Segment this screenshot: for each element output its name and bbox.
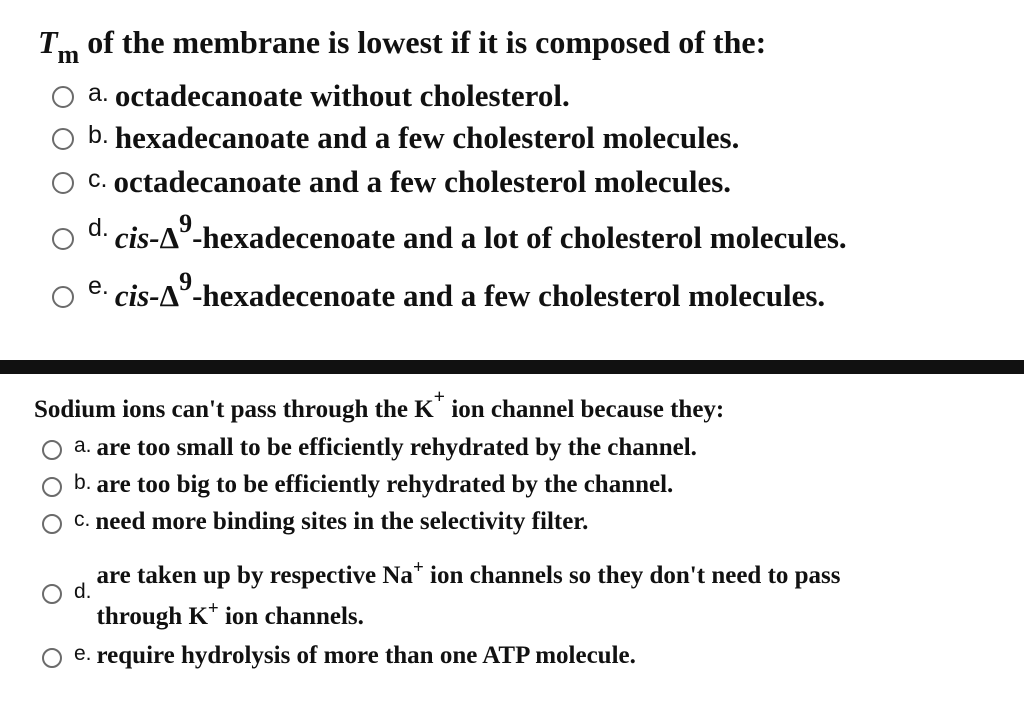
q2-option-d-radio[interactable] (42, 584, 62, 604)
q1-option-c-letter: c. (88, 165, 108, 193)
q1-option-e-superscript: 9 (179, 267, 193, 296)
question-2-stem-before: Sodium ions can't pass through the K (34, 396, 434, 423)
q1-option-d[interactable] (52, 209, 847, 256)
q1-option-d-text (114, 209, 847, 256)
q2-option-e-letter: e. (74, 642, 92, 665)
tm-subscript: m (57, 40, 80, 69)
question-2-stem (34, 386, 725, 424)
q1-option-e-prefix: cis- (114, 278, 160, 313)
q2-option-e-radio[interactable] (42, 648, 62, 668)
q1-option-e-letter: e. (88, 272, 109, 300)
q2-option-d-line-1-after: ion channels so they don't need to pass (423, 562, 841, 589)
q2-option-d-line-2 (97, 595, 841, 640)
q2-option-c-letter: c. (74, 508, 91, 531)
q1-option-c[interactable] (52, 164, 731, 200)
q2-option-a-radio[interactable] (42, 440, 62, 460)
q1-option-e-rest: -hexadecenoate and a few cholesterol molecules. (192, 278, 826, 313)
q2-option-d-line-2-before: through K (96, 603, 208, 630)
q1-option-a-radio[interactable] (52, 86, 74, 108)
q2-option-d-line-1-before: are taken up by respective Na (96, 562, 413, 589)
delta-symbol: Δ (159, 278, 180, 313)
q2-option-d[interactable] (42, 557, 841, 640)
tm-symbol: T (38, 24, 58, 60)
q2-option-c-radio[interactable] (42, 514, 62, 534)
q1-option-b-text: hexadecanoate and a few cholesterol molecules. (114, 120, 740, 155)
q1-option-d-superscript: 9 (179, 209, 193, 238)
q1-option-a-letter: a. (88, 79, 109, 107)
q1-option-e[interactable] (52, 267, 826, 314)
q1-option-d-rest: -hexadecenoate and a lot of cholesterol molecules. (192, 220, 847, 255)
q2-option-a[interactable] (42, 434, 697, 462)
q2-option-e[interactable] (42, 642, 636, 670)
q2-option-d-line-2-after: ion channels. (218, 603, 364, 630)
q2-option-b-text: are too big to be efficiently rehydrated by the channel. (96, 471, 674, 498)
q1-option-d-prefix: cis- (114, 220, 160, 255)
k-plus-superscript: + (207, 598, 219, 619)
question-1-stem (38, 24, 767, 69)
q2-option-a-letter: a. (74, 434, 92, 457)
q1-option-e-radio[interactable] (52, 286, 74, 308)
q2-option-a-text: are too small to be efficiently rehydrated by the channel. (96, 434, 697, 461)
k-plus-superscript: + (433, 386, 446, 408)
q2-option-b[interactable] (42, 471, 673, 499)
q1-option-b-letter: b. (88, 121, 109, 149)
q1-option-d-radio[interactable] (52, 228, 74, 250)
q1-option-b-radio[interactable] (52, 128, 74, 150)
q1-option-d-letter: d. (88, 214, 109, 242)
q2-option-d-text (97, 554, 841, 640)
q2-option-e-text: require hydrolysis of more than one ATP molecule. (96, 642, 636, 669)
na-plus-superscript: + (412, 557, 424, 578)
question-1-stem-text: of the membrane is lowest if it is composed of the: (79, 24, 767, 60)
q2-option-c[interactable] (42, 508, 588, 536)
q1-option-c-text: octadecanoate and a few cholesterol molecules. (113, 164, 732, 199)
q1-option-b[interactable] (52, 120, 739, 156)
delta-symbol: Δ (159, 220, 180, 255)
q2-option-d-letter: d. (74, 580, 92, 603)
q1-option-a-text: octadecanoate without cholesterol. (114, 78, 570, 113)
q1-option-c-radio[interactable] (52, 172, 74, 194)
q1-option-e-text (114, 267, 826, 314)
q2-option-d-line-1 (97, 554, 841, 599)
q2-option-b-letter: b. (74, 471, 92, 494)
question-2-stem-after: ion channel because they: (445, 396, 725, 423)
q2-option-b-radio[interactable] (42, 477, 62, 497)
q1-option-a[interactable] (52, 78, 570, 114)
q2-option-c-text: need more binding sites in the selectivity filter. (95, 508, 589, 535)
panel-divider (0, 360, 1024, 374)
